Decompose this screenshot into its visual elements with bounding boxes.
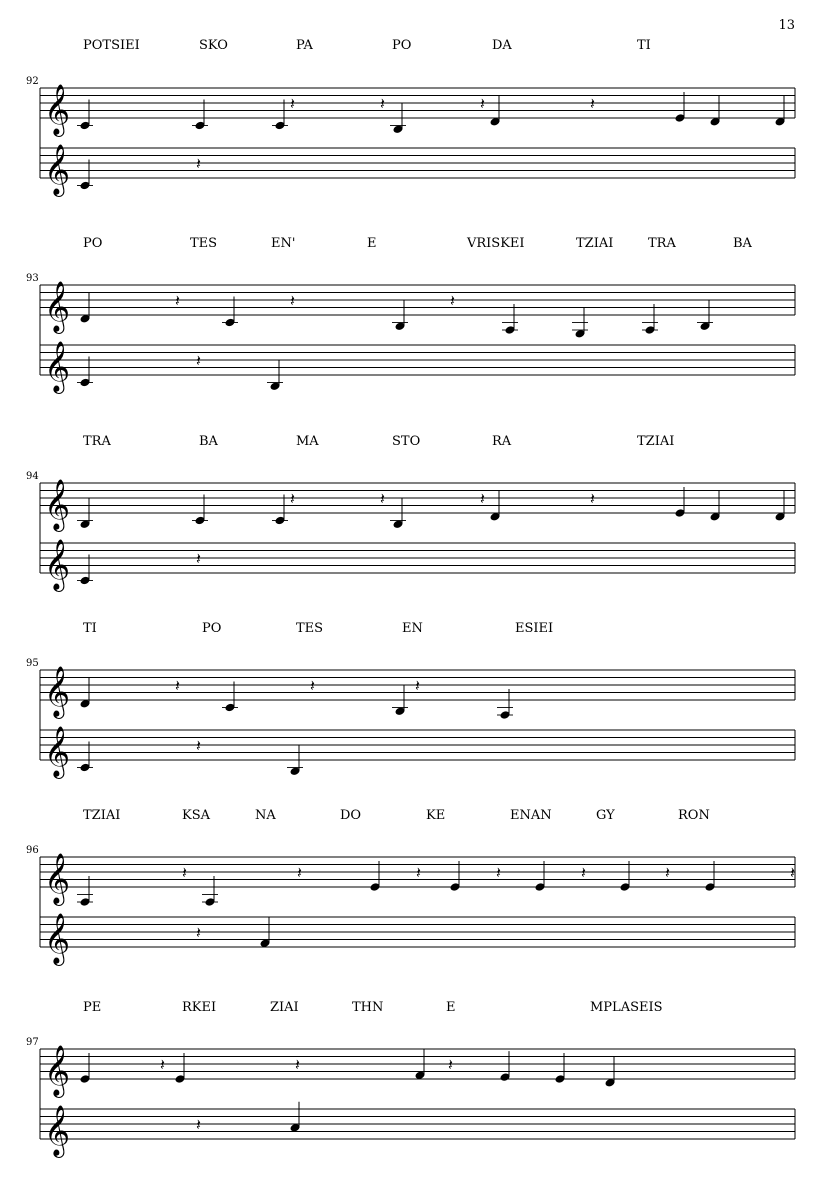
- treble-clef-icon: 𝄞: [44, 539, 71, 590]
- treble-clef-icon: 𝄞: [44, 726, 71, 777]
- quarter-rest-icon: 𝄽: [290, 94, 295, 113]
- lyric-syllable: STO: [392, 434, 421, 449]
- treble-clef-icon: 𝄞: [44, 479, 71, 530]
- lyric-syllable: EN: [402, 621, 423, 636]
- quarter-rest-icon: 𝄽: [297, 863, 302, 882]
- lyric-syllable: TZIAI: [637, 434, 675, 449]
- quarter-rest-icon: 𝄽: [496, 863, 501, 882]
- quarter-rest-icon: 𝄽: [581, 863, 586, 882]
- quarter-rest-icon: 𝄽: [480, 489, 485, 508]
- treble-clef-icon: 𝄞: [44, 1105, 71, 1156]
- lyric-syllable: ENAN: [510, 808, 552, 823]
- quarter-rest-icon: 𝄽: [295, 1055, 300, 1074]
- lyric-syllable: MA: [296, 434, 319, 449]
- quarter-rest-icon: 𝄽: [310, 676, 315, 695]
- treble-clef-icon: 𝄞: [44, 913, 71, 964]
- quarter-rest-icon: 𝄽: [196, 736, 201, 755]
- quarter-rest-icon: 𝄽: [590, 489, 595, 508]
- lyric-syllable: PO: [83, 236, 103, 251]
- lyric-syllable: EN': [271, 236, 296, 251]
- quarter-rest-icon: 𝄽: [196, 549, 201, 568]
- lyric-syllable: POTSIEI: [83, 38, 140, 53]
- treble-clef-icon: 𝄞: [44, 144, 71, 195]
- lyric-syllable: KSA: [182, 808, 211, 823]
- treble-clef-icon: 𝄞: [44, 341, 71, 392]
- quarter-rest-icon: 𝄽: [290, 489, 295, 508]
- quarter-rest-icon: 𝄽: [160, 1055, 165, 1074]
- treble-clef-icon: 𝄞: [44, 84, 71, 135]
- measure-number: 92: [26, 76, 39, 87]
- quarter-rest-icon: 𝄽: [196, 923, 201, 942]
- quarter-rest-icon: 𝄽: [790, 863, 795, 882]
- quarter-rest-icon: 𝄽: [196, 351, 201, 370]
- lyric-syllable: ZIAI: [270, 1000, 299, 1015]
- lyric-syllable: TES: [296, 621, 324, 636]
- quarter-rest-icon: 𝄽: [450, 291, 455, 310]
- lyric-syllable: KE: [426, 808, 446, 823]
- lyric-syllable: PE: [83, 1000, 102, 1015]
- lyric-syllable: TI: [637, 38, 651, 53]
- lyric-syllable: E: [446, 1000, 456, 1015]
- measure-number: 93: [26, 273, 39, 284]
- quarter-rest-icon: 𝄽: [196, 154, 201, 173]
- treble-clef-icon: 𝄞: [44, 1045, 71, 1096]
- quarter-rest-icon: 𝄽: [380, 489, 385, 508]
- lyric-syllable: PO: [202, 621, 222, 636]
- page-number: 13: [778, 18, 795, 33]
- lyric-syllable: DA: [492, 38, 512, 53]
- quarter-rest-icon: 𝄽: [196, 1115, 201, 1134]
- lyric-syllable: SKO: [199, 38, 228, 53]
- measure-number: 97: [26, 1037, 39, 1048]
- lyric-syllable: BA: [733, 236, 752, 251]
- quarter-rest-icon: 𝄽: [480, 94, 485, 113]
- quarter-rest-icon: 𝄽: [175, 291, 180, 310]
- lyric-syllable: PO: [392, 38, 412, 53]
- lyric-syllable: THN: [352, 1000, 384, 1015]
- lyric-syllable: TRA: [83, 434, 111, 449]
- lyric-syllable: VRISKEI: [467, 236, 525, 251]
- treble-clef-icon: 𝄞: [44, 666, 71, 717]
- quarter-rest-icon: 𝄽: [415, 676, 420, 695]
- quarter-rest-icon: 𝄽: [665, 863, 670, 882]
- lyric-syllable: ESIEI: [515, 621, 554, 636]
- lyric-syllable: RON: [678, 808, 710, 823]
- measure-number: 96: [26, 845, 39, 856]
- lyric-syllable: TES: [190, 236, 218, 251]
- lyric-syllable: BA: [199, 434, 218, 449]
- measure-number: 94: [26, 471, 39, 482]
- quarter-rest-icon: 𝄽: [416, 863, 421, 882]
- lyric-syllable: RKEI: [182, 1000, 217, 1015]
- lyric-syllable: E: [367, 236, 377, 251]
- quarter-rest-icon: 𝄽: [290, 291, 295, 310]
- lyric-syllable: TI: [83, 621, 97, 636]
- measure-number: 95: [26, 658, 39, 669]
- lyric-syllable: DO: [340, 808, 362, 823]
- lyric-syllable: TRA: [648, 236, 676, 251]
- lyric-syllable: TZIAI: [83, 808, 121, 823]
- lyric-syllable: PA: [296, 38, 313, 53]
- quarter-rest-icon: 𝄽: [590, 94, 595, 113]
- lyric-syllable: NA: [255, 808, 276, 823]
- quarter-rest-icon: 𝄽: [175, 676, 180, 695]
- lyric-syllable: RA: [492, 434, 512, 449]
- quarter-rest-icon: 𝄽: [448, 1055, 453, 1074]
- lyric-syllable: TZIAI: [576, 236, 614, 251]
- quarter-rest-icon: 𝄽: [182, 863, 187, 882]
- quarter-rest-icon: 𝄽: [380, 94, 385, 113]
- treble-clef-icon: 𝄞: [44, 281, 71, 332]
- treble-clef-icon: 𝄞: [44, 853, 71, 904]
- lyric-syllable: GY: [596, 808, 615, 823]
- lyric-syllable: MPLASEIS: [590, 1000, 663, 1015]
